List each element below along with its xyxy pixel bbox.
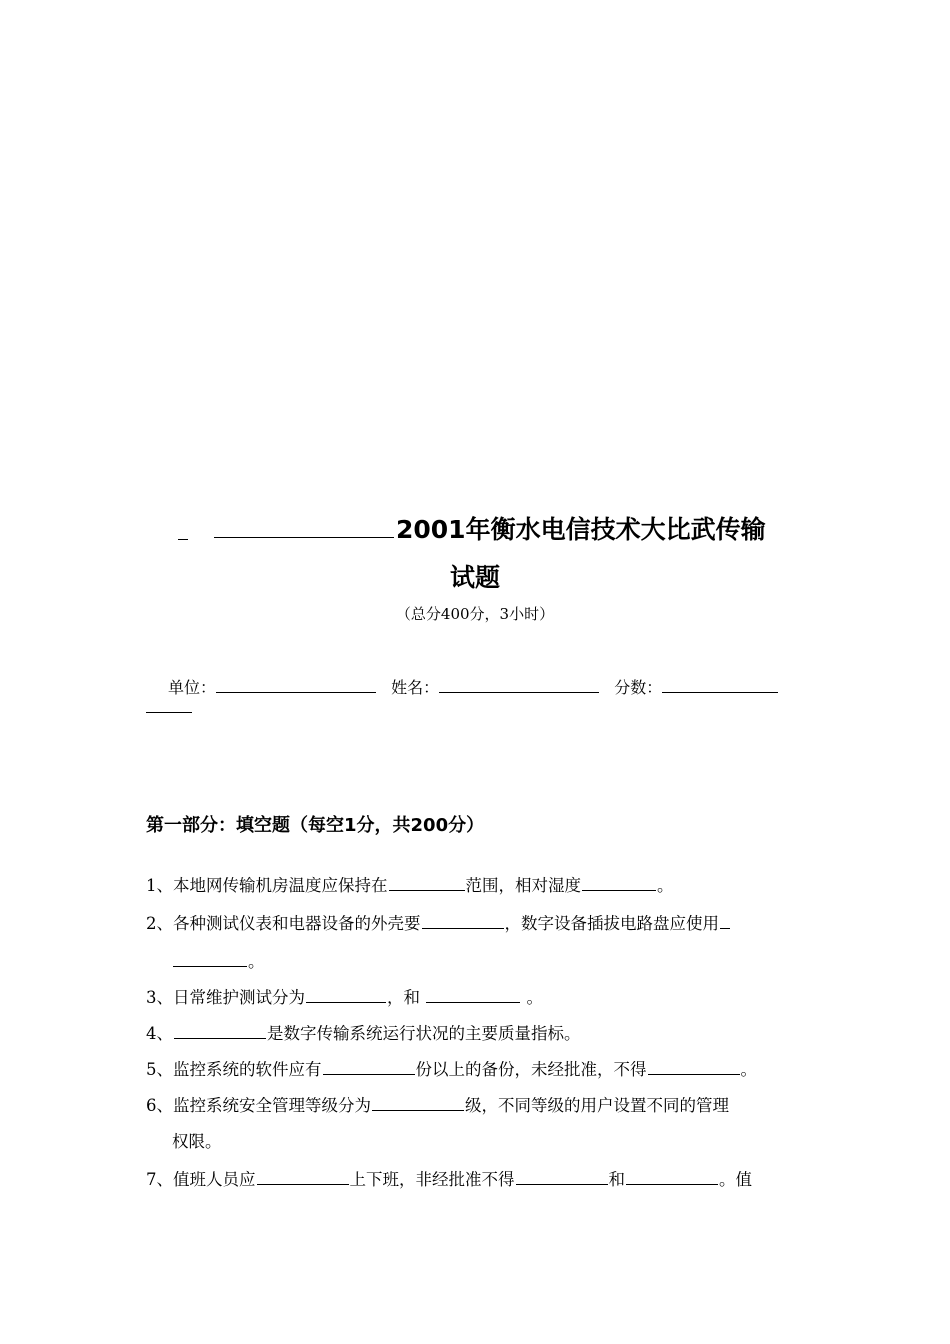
question-6-continued <box>172 1130 862 1154</box>
exam-title-line2: 试题 <box>449 563 500 592</box>
question-text: 和 <box>608 1170 625 1189</box>
question-text: 级，不同等级的用户设置不同的管理 <box>465 1096 729 1115</box>
unit-blank <box>216 692 376 693</box>
question-text: 份以上的备份，未经批准，不得 <box>415 1060 647 1079</box>
question-3 <box>146 986 836 1010</box>
score-blank <box>662 692 778 693</box>
question-text: 1、本地网传输机房温度应保持在 <box>146 876 388 895</box>
question-4 <box>146 1022 836 1046</box>
question-1 <box>146 874 836 898</box>
answer-blank <box>372 1110 464 1111</box>
question-text: 。 <box>521 988 543 1007</box>
question-6 <box>146 1094 836 1118</box>
exam-subtitle: （总分400分，3小时） <box>395 605 555 623</box>
question-text: 。值 <box>719 1170 752 1189</box>
question-text: 。 <box>740 1060 757 1079</box>
examinee-info-row <box>168 676 818 700</box>
title-text: 2001年衡水电信技术大比武传输 <box>396 515 766 544</box>
answer-blank <box>257 1184 349 1185</box>
question-text: ，和 <box>387 988 426 1007</box>
answer-blank <box>582 890 656 891</box>
question-5 <box>146 1058 836 1082</box>
answer-blank <box>626 1184 718 1185</box>
score-blank-continued <box>146 712 192 713</box>
question-text: ，数字设备插拔电路盘应使用 <box>504 914 719 933</box>
name-blank <box>439 692 599 693</box>
answer-blank <box>173 966 247 967</box>
question-text: 上下班，非经批准不得 <box>349 1170 515 1189</box>
answer-blank <box>323 1074 415 1075</box>
answer-blank <box>720 928 730 929</box>
exam-title-line1 <box>178 512 818 548</box>
section-title: 第一部分：填空题（每空1分，共200分） <box>146 815 485 836</box>
question-text: 是数字传输系统运行状况的主要质量指标。 <box>267 1024 581 1043</box>
question-text: 6、监控系统安全管理等级分为 <box>146 1096 371 1115</box>
question-text: 3、日常维护测试分为 <box>146 988 305 1007</box>
question-2-continued <box>172 950 862 974</box>
answer-blank <box>648 1074 740 1075</box>
question-text: 。 <box>248 952 265 971</box>
answer-blank <box>306 1002 386 1003</box>
question-text: 4、 <box>146 1024 173 1043</box>
answer-blank <box>389 890 465 891</box>
unit-label: 单位： <box>168 678 217 697</box>
score-label: 分数： <box>614 678 663 697</box>
question-text: 7、值班人员应 <box>146 1170 256 1189</box>
answer-blank <box>422 928 504 929</box>
answer-blank <box>426 1002 520 1003</box>
question-text: 权限。 <box>172 1132 222 1151</box>
question-text: 。 <box>657 876 674 895</box>
question-7 <box>146 1168 836 1192</box>
question-text: 范围，相对湿度 <box>465 876 581 895</box>
question-text: 5、监控系统的软件应有 <box>146 1060 322 1079</box>
name-label: 姓名： <box>391 678 440 697</box>
title-blank-line <box>214 537 394 538</box>
question-text: 2、各种测试仪表和电器设备的外壳要 <box>146 914 421 933</box>
answer-blank <box>174 1038 266 1039</box>
title-dash <box>178 539 188 540</box>
question-2 <box>146 912 836 936</box>
answer-blank <box>516 1184 608 1185</box>
